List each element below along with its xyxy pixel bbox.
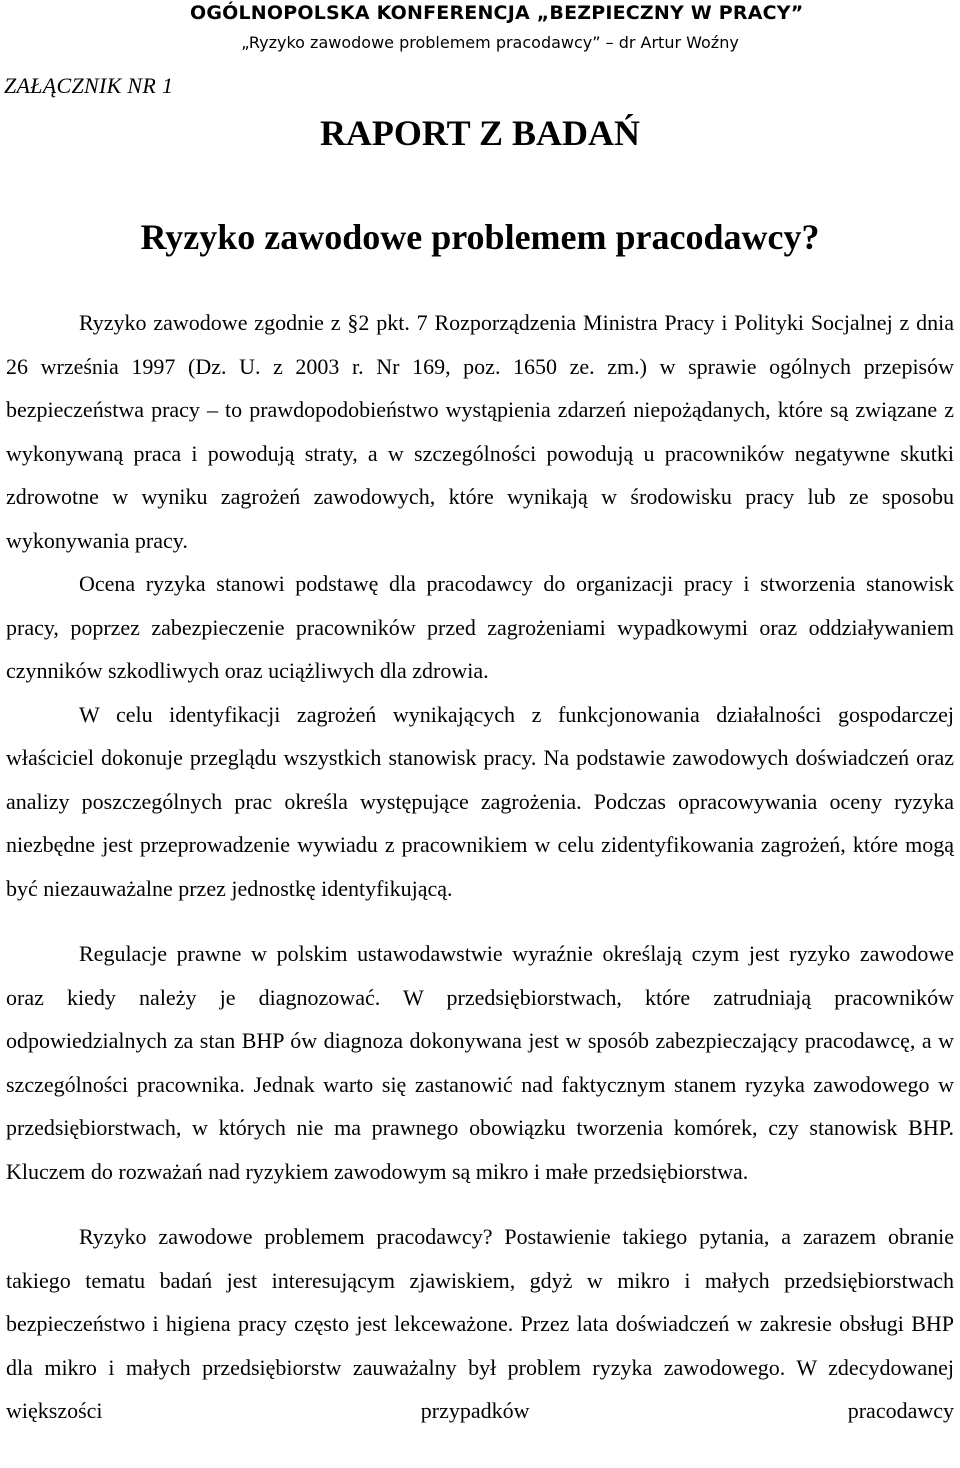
annex-label: ZAŁĄCZNIK NR 1	[4, 73, 174, 98]
paragraph-regulations: Regulacje prawne w polskim ustawodawstwie wyraźnie określają czym jest ryzyko zawodowe oraz kiedy należy je diagnozować. W przedsiębiorstwach, które zatrudniają pracowników odpowiedzialnych za stan BHP ów diagnoza dokonywana jest w sposób zabezpieczający pracodawcę, a w szczególności pracownika. Jednak warto się zastanowić nad faktycznym stanem ryzyka zawodowego w przedsiębiorstwach, w których nie ma prawnego obowiązku tworzenia komórek, czy stanowisk BHP. Kluczem do rozważań nad ryzykiem zawodowym są mikro i małe przedsiębiorstwa.	[6, 941, 954, 1184]
conference-title: OGÓLNOPOLSKA KONFERENCJA „BEZPIECZNY W PRACY”	[190, 2, 804, 24]
paragraph-risk-assessment: Ocena ryzyka stanowi podstawę dla pracodawcy do organizacji pracy i stworzenia stanowisk pracy, poprzez zabezpieczenie pracowników przed zagrożeniami wypadkowymi oraz oddziaływaniem czynników szkodliwych oraz uciążliwych dla zdrowia.	[6, 571, 954, 683]
paragraph-research-question: Ryzyko zawodowe problemem pracodawcy? Postawienie takiego pytania, a zarazem obranie takiego tematu badań jest interesującym zjawiskiem, gdyż w mikro i małych przedsiębiorstwach bezpieczeństwo i higiena pracy często jest lekceważone. Przez lata doświadczeń w zakresie obsługi BHP dla mikro i małych przedsiębiorstw zauważalny był problem ryzyka zawodowego. W zdecydowanej większości przypadków pracodawcy	[6, 1224, 954, 1423]
paragraph-identification: W celu identyfikacji zagrożeń wynikających z funkcjonowania działalności gospodarczej właściciel dokonuje przeglądu wszystkich stanowisk pracy. Na podstawie zawodowych doświadczeń oraz analizy poszczególnych prac określa występujące zagrożenia. Podczas opracowywania oceny ryzyka niezbędne jest przeprowadzenie wywiadu z pracownikiem w celu zidentyfikowania zagrożeń, które mogą być niezauważalne przez jednostkę identyfikującą.	[6, 701, 954, 901]
document-title: Ryzyko zawodowe problemem pracodawcy?	[140, 217, 820, 257]
document-body	[6, 301, 954, 1433]
conference-subtitle: „Ryzyko zawodowe problemem pracodawcy” – dr Artur Woźny	[241, 33, 739, 52]
report-title: RAPORT Z BADAŃ	[319, 113, 641, 153]
paragraph-definition: Ryzyko zawodowe zgodnie z §2 pkt. 7 Rozporządzenia Ministra Pracy i Polityki Socjalnej z dnia 26 września 1997 (Dz. U. z 2003 r. Nr 169, poz. 1650 ze. zm.) w sprawie ogólnych przepisów bezpieczeństwa pracy – to prawdopodobieństwo wystąpienia zdarzeń niepożądanych, które są związane z wykonywaną praca i powodują straty, a w szczególności powodują u pracowników negatywne skutki zdrowotne w wyniku zagrożeń zawodowych, które wynikają w środowisku pracy lub ze sposobu wykonywania pracy.	[6, 310, 954, 553]
